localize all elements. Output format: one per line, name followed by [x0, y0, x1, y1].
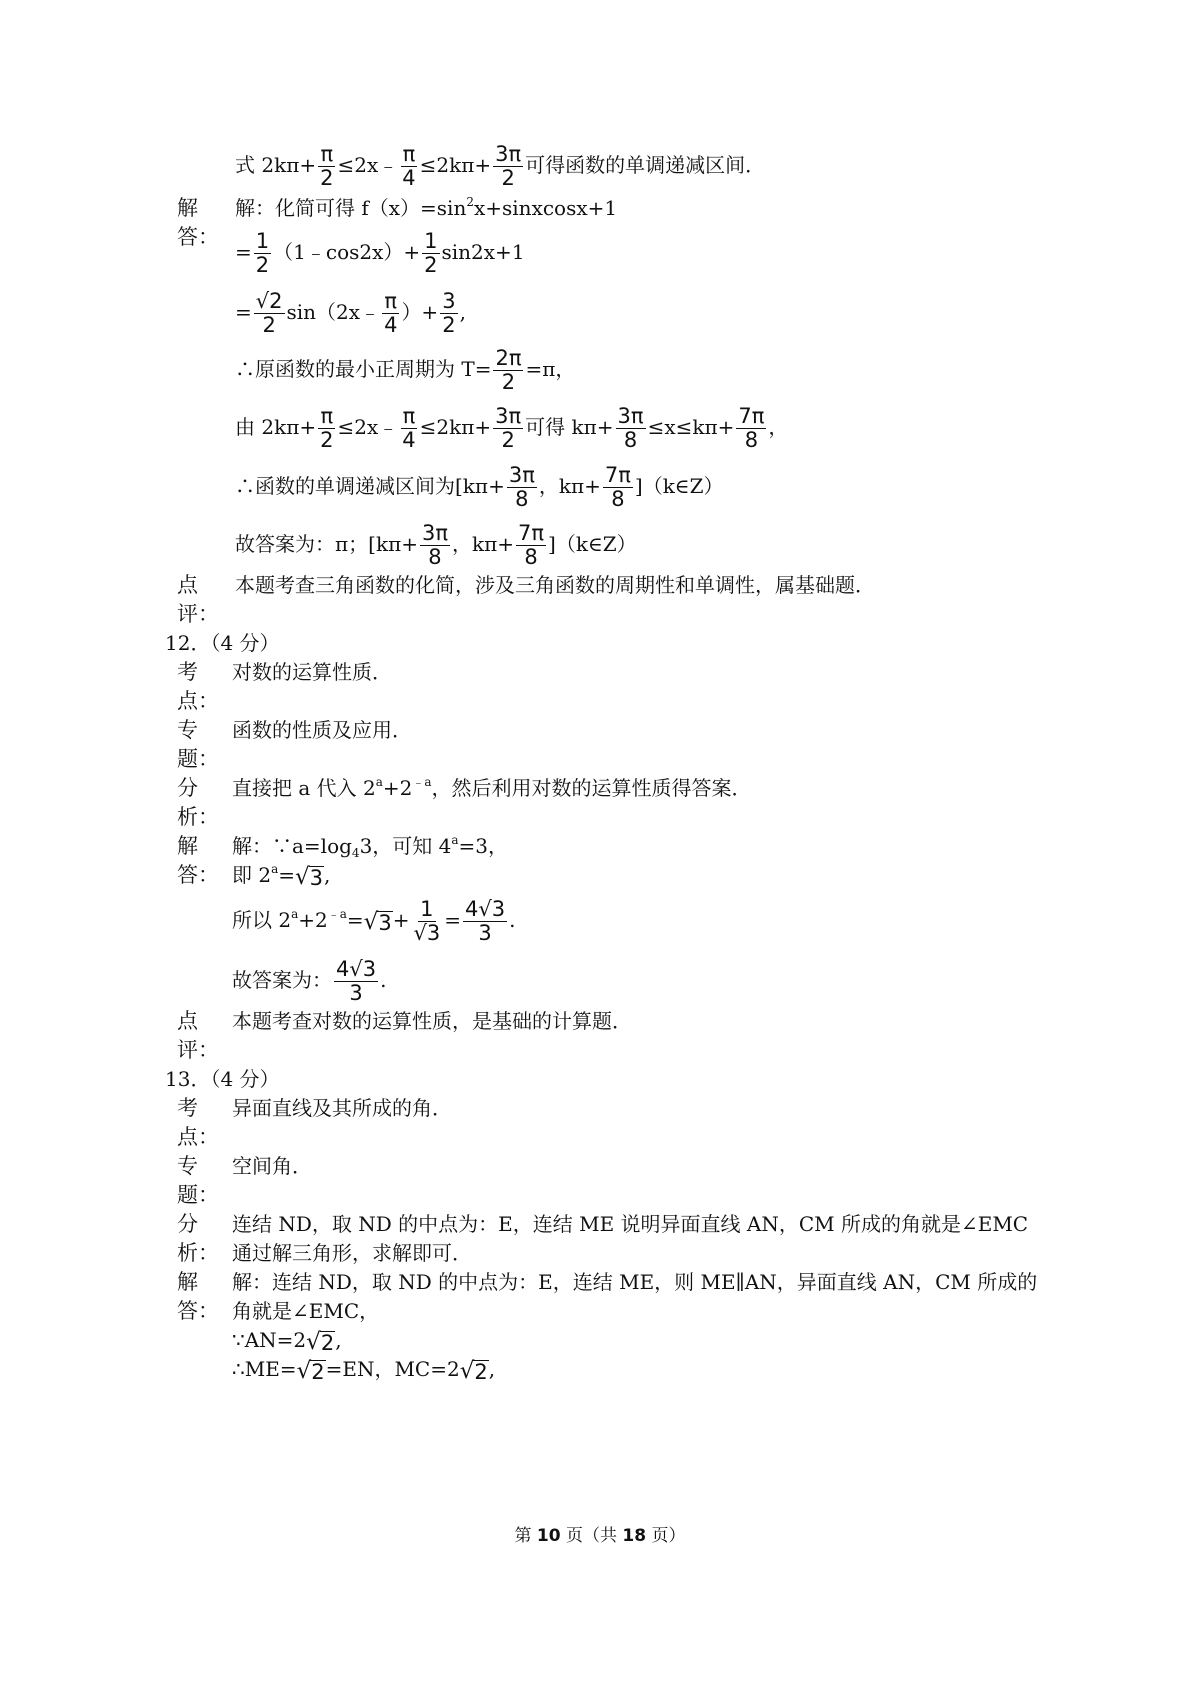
text-line: = $\frac{1}{2}$ （1﹣cos2x）+ $\frac{1}{2}$ sin2x+1	[235, 229, 525, 277]
fraction: $\frac{7\pi}{8}$	[604, 463, 631, 511]
section-label-da: 答：	[177, 863, 219, 887]
page-number: 10	[536, 1526, 561, 1546]
section-label-zhuan: 专	[177, 718, 198, 742]
section-label-kao: 考	[177, 660, 198, 684]
question-number: 13．（4 分）	[165, 1067, 280, 1091]
text-line: = $\frac{√2}{2}$ sin（2x﹣ $\frac{\pi}{4}$ ）+ $\frac{3}{2}$ ,	[235, 289, 466, 337]
text-run: ≤2kπ+	[419, 153, 492, 177]
text-line: 故答案为： $\frac{4√3}{3}$ .	[232, 957, 387, 1005]
section-label-jie: 解	[177, 834, 198, 858]
text-line: 所以 $2^a+2^{﹣a}=$ √ 3 + $\frac{1}{√3}$ = $\frac{4√3}{3}$ .	[232, 897, 516, 945]
sqrt: √ 3	[363, 908, 392, 935]
text-run: 式 2kπ+	[235, 153, 317, 177]
page-total: 18	[622, 1526, 647, 1546]
text-line	[235, 143, 765, 190]
section-label-dian2: 点：	[177, 689, 219, 713]
text-line: 直接把 a 代入 $2^a+2^{﹣a}$，然后利用对数的运算性质得答案．	[232, 775, 752, 800]
fraction: $\frac{3\pi}{8}$	[617, 404, 644, 452]
fraction: $\frac{4√3}{3}$	[336, 957, 377, 1005]
fraction: $\frac{\pi}{4}$	[402, 404, 416, 452]
fraction: $\frac{3\pi}{8}$	[421, 521, 448, 569]
section-label-ping: 评：	[177, 1038, 219, 1062]
text-line: ∴ME= √ 2 =EN，MC=2 √ 2 ,	[232, 1357, 496, 1384]
fraction: $\frac{1}{2}$	[424, 229, 438, 277]
text-line: ∵AN=2 √ 2 ,	[232, 1328, 342, 1355]
text-line: 函数的性质及应用．	[232, 718, 412, 742]
fraction: $\frac{√2}{2}$	[255, 289, 283, 337]
section-label-dian: 点	[177, 1009, 198, 1033]
text-line: 本题考查三角函数的化简，涉及三角函数的周期性和单调性，属基础题．	[235, 573, 875, 597]
text-line: ∴原函数的最小正周期为 T= $\frac{2\pi}{2}$ =π，	[235, 346, 576, 394]
section-label-zhuan: 专	[177, 1154, 198, 1178]
text-line: ∴函数的单调递减区间为[kπ+ $\frac{3\pi}{8}$ ，kπ+ $\frac{7\pi}{8}$ ]（k∈Z）	[235, 463, 724, 511]
text-line: 即 $2^a=$ √ 3 ,	[232, 862, 331, 890]
text-line: 本题考查对数的运算性质，是基础的计算题．	[232, 1009, 632, 1033]
fraction: $\frac{3\pi}{2}$	[495, 404, 522, 452]
section-label-ti: 题：	[177, 1183, 219, 1207]
fraction: $\frac{\pi}{2}$	[320, 404, 334, 452]
fraction: $\frac{3}{2}$	[442, 289, 456, 337]
fraction: $\frac{1}{2}$	[255, 229, 270, 277]
text-line: 通过解三角形，求解即可．	[232, 1241, 472, 1265]
section-label-xi: 析：	[177, 1241, 219, 1265]
fraction: $\frac{1}{√3}$	[413, 897, 441, 945]
section-label-dian: 点	[177, 573, 198, 597]
fraction: $\frac{3\pi}{8}$	[508, 463, 535, 511]
section-label-ti: 题：	[177, 747, 219, 771]
sqrt: √ 3	[295, 863, 324, 890]
fraction: $\frac{\pi}{4}$	[384, 289, 398, 337]
section-label-da: 答：	[177, 225, 219, 249]
fraction: $\frac{\pi}{4}$	[402, 142, 416, 190]
section-label-kao: 考	[177, 1096, 198, 1120]
text-line: 故答案为：π；[kπ+ $\frac{3\pi}{8}$ ，kπ+ $\frac{7\pi}{8}$ ]（k∈Z）	[235, 521, 637, 569]
section-label-jie: 解	[177, 1270, 198, 1294]
section-label-dian2: 点：	[177, 1125, 219, 1149]
fraction: $\frac{2\pi}{2}$	[495, 346, 522, 394]
text-line: 解：化简可得 $f(x)=\sin^2x+sinxcosx+1$	[235, 195, 618, 220]
sqrt: √ 2	[296, 1357, 325, 1384]
text-line: 连结 ND，取 ND 的中点为：E，连结 ME 说明异面直线 AN，CM 所成的角就是∠EMC	[232, 1212, 1029, 1236]
fraction: $\frac{4√3}{3}$	[464, 897, 506, 945]
text-line: 异面直线及其所成的角．	[232, 1096, 452, 1120]
section-label-da: 答：	[177, 1299, 219, 1323]
fraction: $\frac{7\pi}{8}$	[738, 404, 765, 452]
text-run: 可得函数的单调递减区间．	[525, 153, 766, 177]
section-label-fen: 分	[177, 776, 198, 800]
text-run: ≤2x﹣	[337, 153, 399, 177]
sqrt: √ 2	[306, 1328, 335, 1355]
section-label-fen: 分	[177, 1212, 198, 1236]
text-line: 空间角．	[232, 1154, 312, 1178]
text-line: 由 2kπ+ $\frac{\pi}{2}$ ≤2x﹣ $\frac{\pi}{4}$ ≤2kπ+ $\frac{3\pi}{2}$ 可得 kπ+ $\frac{3\pi}{8}$ ≤x≤kπ+ $\frac{7\pi}{8}$ ，	[235, 404, 789, 452]
sqrt: √ 2	[459, 1357, 488, 1384]
text-line: 解：连结 ND，取 ND 的中点为：E，连结 ME，则 ME∥AN，异面直线 AN，CM 所成的	[232, 1270, 1038, 1294]
question-number: 12．（4 分）	[165, 631, 280, 655]
page-footer: 第 10 页（共 18 页）	[514, 1526, 686, 1546]
text-line: 角就是∠EMC，	[232, 1299, 380, 1323]
fraction: $\frac{3\pi}{2}$	[495, 142, 522, 190]
section-label-ping: 评：	[177, 602, 219, 626]
text-line: 解：$\because a=\log_43$，可知 $4^a=3$，	[232, 833, 509, 860]
section-label-xi: 析：	[177, 805, 219, 829]
fraction: $\frac{\pi}{2}$	[320, 142, 334, 190]
text-line: 对数的运算性质．	[232, 660, 392, 684]
section-label-jie: 解	[177, 196, 198, 220]
fraction: $\frac{7\pi}{8}$	[518, 521, 545, 569]
